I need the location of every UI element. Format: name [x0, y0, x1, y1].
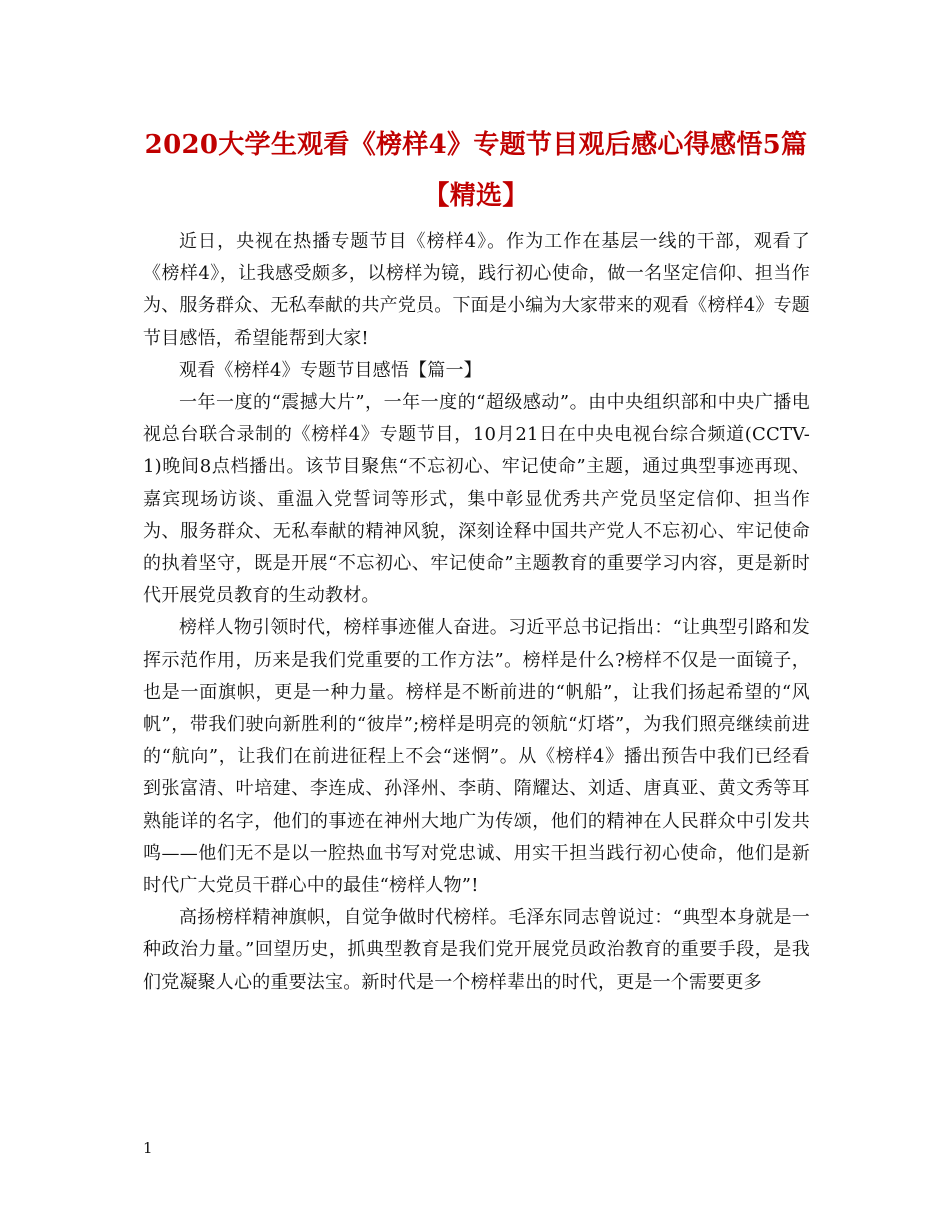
- body-paragraph: 榜样人物引领时代，榜样事迹催人奋进。习近平总书记指出：“让典型引路和发挥示范作用，历来是我们党重要的工作方法”。榜样是什么?榜样不仅是一面镜子，也是一面旗帜，更是一种力量。榜样是不断前进的“帆船”，让我们扬起希望的“风帆”，带我们驶向新胜利的“彼岸”;榜样是明亮的领航“灯塔”，为我们照亮继续前进的“航向”，让我们在前进征程上不会“迷惘”。从《榜样4》播出预告中我们已经看到张富清、叶培建、李连成、孙泽州、李萌、隋耀达、刘适、唐真亚、黄文秀等耳熟能详的名字，他们的事迹在神州大地广为传颂，他们的精神在人民群众中引发共鸣——他们无不是以一腔热血书写对党忠诚、用实干担当践行初心使命，他们是新时代广大党员干群心中的最佳“榜样人物”!: [143, 617, 810, 897]
- document-title: 2020大学生观看《榜样4》专题节目观后感心得感悟5篇【精选】: [144, 130, 808, 211]
- document-body: [143, 226, 810, 999]
- page-number: 1: [143, 1139, 153, 1157]
- intro-paragraph: 近日，央视在热播专题节目《榜样4》。作为工作在基层一线的干部，观看了《榜样4》，让我感受颇多，以榜样为镜，践行初心使命，做一名坚定信仰、担当作为、服务群众、无私奉献的共产党员。下面是小编为大家带来的观看《榜样4》专题节目感悟，希望能帮到大家!: [143, 231, 810, 349]
- body-paragraph: 一年一度的“震撼大片”，一年一度的“超级感动”。由中央组织部和中央广播电视总台联合录制的《榜样4》专题节目，10月21日在中央电视台综合频道(CCTV-1)晚间8点档播出。该节目聚焦“不忘初心、牢记使命”主题，通过典型事迹再现、嘉宾现场访谈、重温入党誓词等形式，集中彰显优秀共产党员坚定信仰、担当作为、服务群众、无私奉献的精神风貌，深刻诠释中国共产党人不忘初心、牢记使命的执着坚守，既是开展“不忘初心、牢记使命”主题教育的重要学习内容，更是新时代开展党员教育的生动教材。: [143, 392, 810, 607]
- section-heading: 观看《榜样4》专题节目感悟【篇一】: [179, 359, 482, 381]
- body-paragraph: 高扬榜样精神旗帜，自觉争做时代榜样。毛泽东同志曾说过：“典型本身就是一种政治力量。”回望历史，抓典型教育是我们党开展党员政治教育的重要手段，是我们党凝聚人心的重要法宝。新时代是一个榜样辈出的时代，更是一个需要更多: [143, 907, 810, 993]
